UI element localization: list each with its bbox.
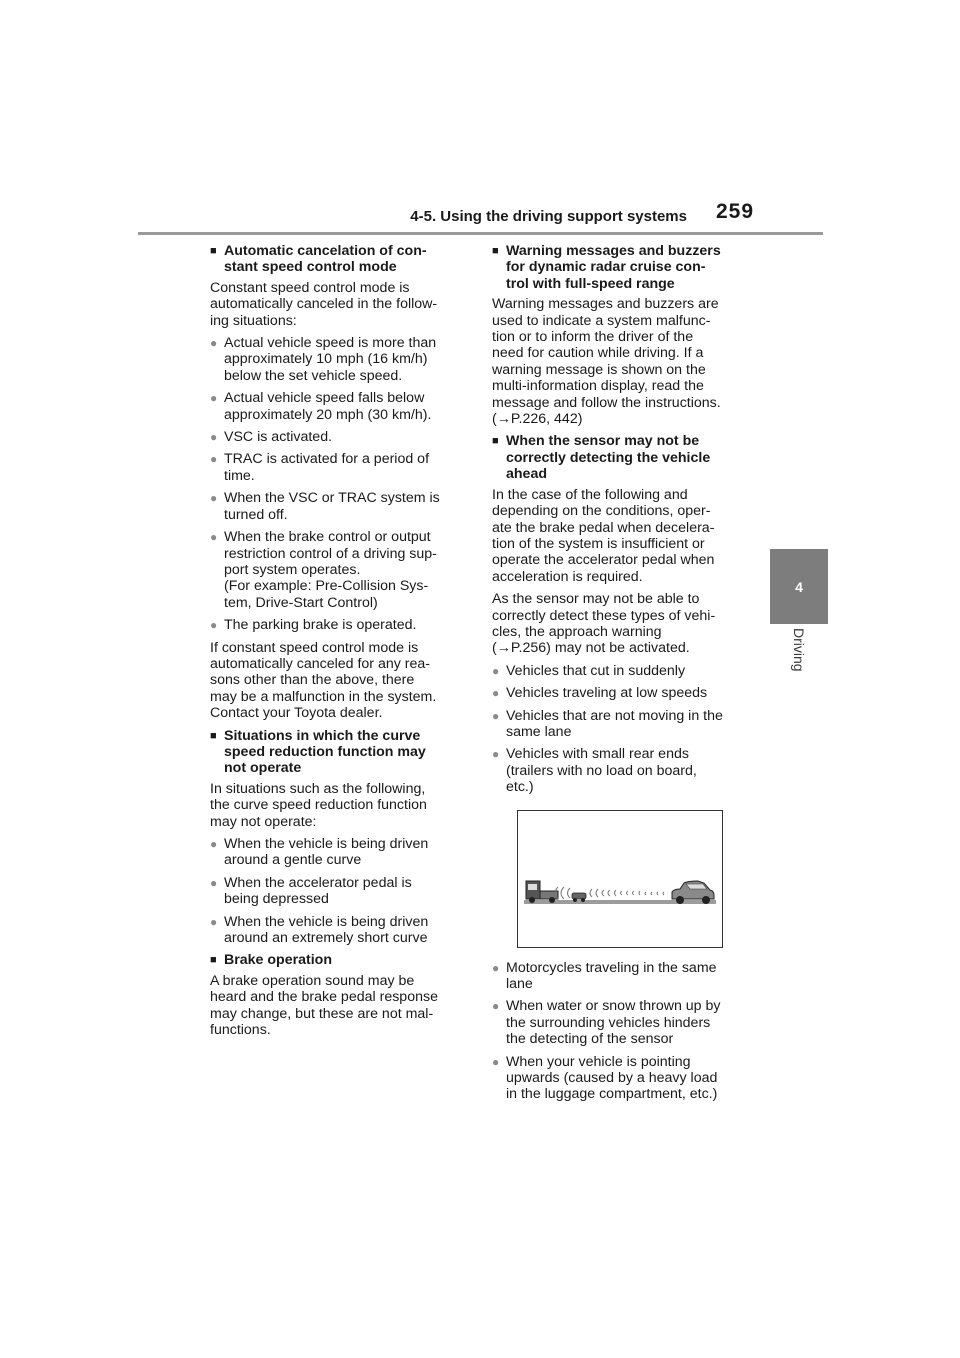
circle-bullet-icon: ● — [210, 837, 218, 851]
section-heading: ■ Warning messages and buzzers for dynamic radar cruise con- trol with full-speed range — [492, 243, 721, 292]
list-item: ● VSC is activated. — [210, 429, 333, 446]
list-item: ● When the accelerator pedal is being depressed — [210, 874, 412, 908]
trailer-truck-icon — [526, 881, 558, 903]
list-item: ● Actual vehicle speed is more than approximately 10 mph (16 km/h) below the set vehicle speed. — [210, 335, 437, 384]
list-item: ● Motorcycles traveling in the same lane — [492, 959, 717, 992]
section-heading: ■ Brake operation — [210, 952, 333, 969]
square-bullet-icon: ■ — [210, 954, 217, 967]
list-item: ● Vehicles that cut in suddenly — [492, 662, 686, 679]
square-bullet-icon: ■ — [492, 435, 499, 448]
circle-bullet-icon: ● — [492, 960, 500, 975]
list-item: ● When your vehicle is pointing upwards (caused by a heavy load in the luggage compartment, etc.) — [492, 1053, 718, 1103]
square-bullet-icon: ■ — [492, 245, 499, 257]
circle-bullet-icon: ● — [210, 491, 218, 506]
paragraph: If constant speed control mode is automatically canceled for any rea- sons other than the above, there may be a malfunction in the system. Contact your Toyota dealer. — [210, 639, 437, 722]
square-bullet-icon: ■ — [210, 729, 217, 742]
circle-bullet-icon: ● — [492, 686, 500, 701]
list-item: ● Vehicles traveling at low speeds — [492, 685, 708, 702]
paragraph: In the case of the following and depending on the conditions, oper- ate the brake pedal when decelera- tion of the system is insufficient or operate the accelerator pedal when acceleration is required. — [492, 486, 715, 585]
circle-bullet-icon: ● — [492, 708, 500, 723]
circle-bullet-icon: ● — [210, 618, 218, 633]
list-item: ● When the vehicle is being driven around an extremely short curve — [210, 913, 429, 947]
circle-bullet-icon: ● — [492, 747, 500, 762]
section-title: 4-5. Using the driving support systems — [410, 208, 687, 225]
paragraph: In situations such as the following, the curve speed reduction function may not operate: — [210, 780, 427, 830]
circle-bullet-icon: ● — [210, 336, 218, 351]
circle-bullet-icon: ● — [210, 452, 218, 467]
chapter-number: 4 — [795, 578, 803, 595]
list-item: ● When the brake control or output restriction control of a driving sup- port system operates. (For example: Pre-Collision Sys- tem, Drive-Start Control) — [210, 529, 437, 611]
page-number: 259 — [716, 200, 755, 223]
header-divider — [138, 232, 823, 235]
circle-bullet-icon: ● — [492, 663, 500, 678]
left-column — [210, 243, 467, 1044]
radar-illustration — [517, 810, 723, 948]
list-item: ● When the VSC or TRAC system is turned off. — [210, 490, 440, 523]
circle-bullet-icon: ● — [210, 530, 218, 545]
paragraph: A brake operation sound may be heard and the brake pedal response may change, but these are not mal- functions. — [210, 972, 438, 1039]
circle-bullet-icon: ● — [210, 914, 218, 929]
list-item: ● When the vehicle is being driven around a gentle curve — [210, 836, 429, 869]
right-column — [492, 243, 749, 1109]
chapter-tab — [770, 549, 828, 624]
circle-bullet-icon: ● — [210, 875, 218, 890]
list-item: ● Vehicles with small rear ends (trailers with no load on board, etc.) — [492, 746, 697, 796]
chapter-label: Driving — [791, 628, 807, 672]
trailer-radar-figure — [518, 811, 722, 947]
paragraph: Constant speed control mode is automatically canceled in the follow- ing situations: — [210, 279, 438, 329]
paragraph: Warning messages and buzzers are used to indicate a system malfunc- tion or to inform the driver of the need for caution while driving. If a warning message is shown on the multi-information display, read the message and follow the instructions. (→P.226, 442) — [492, 296, 721, 428]
list-item: ● TRAC is activated for a period of time. — [210, 451, 430, 484]
circle-bullet-icon: ● — [492, 999, 500, 1014]
list-item: ● The parking brake is operated. — [210, 617, 417, 634]
section-heading: ■ Situations in which the curve speed reduction function may not operate — [210, 727, 426, 777]
circle-bullet-icon: ● — [210, 430, 218, 445]
list-item: ● When water or snow thrown up by the surrounding vehicles hinders the detecting of the sensor — [492, 998, 721, 1048]
list-item: ● Vehicles that are not moving in the same lane — [492, 707, 723, 740]
section-heading: ■ Automatic cancelation of con- stant speed control mode — [210, 243, 427, 276]
circle-bullet-icon: ● — [210, 391, 218, 406]
radar-wave-icon — [555, 887, 664, 899]
paragraph: As the sensor may not be able to correctly detect these types of vehi- cles, the approach warning (→P.256) may not be activated. — [492, 591, 716, 657]
circle-bullet-icon: ● — [492, 1054, 500, 1069]
section-heading: ■ When the sensor may not be correctly detecting the vehicle ahead — [492, 433, 711, 483]
list-item: ● Actual vehicle speed falls below approximately 20 mph (30 km/h). — [210, 390, 432, 423]
square-bullet-icon: ■ — [210, 245, 217, 257]
